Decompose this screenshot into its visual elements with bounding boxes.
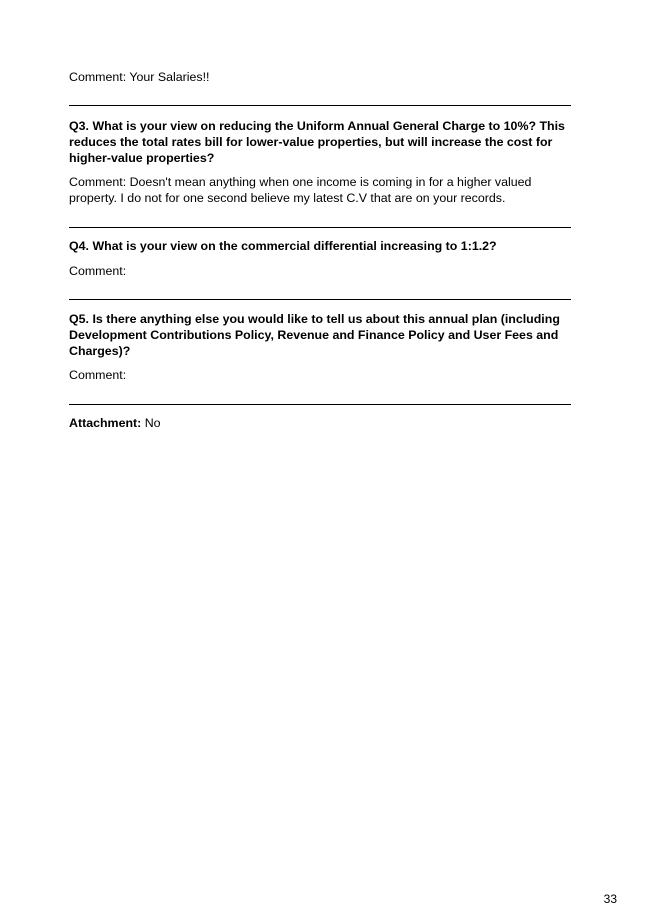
page-number: 33 xyxy=(603,892,617,906)
page-content xyxy=(69,69,571,431)
question-5-label: Q5. xyxy=(69,312,89,326)
question-5 xyxy=(69,311,571,359)
previous-comment: Comment: Your Salaries!! xyxy=(69,70,210,84)
question-5-comment: Comment: xyxy=(69,368,127,382)
question-3-comment: Comment: Doesn't mean anything when one income is coming in for a higher valued property. I do not for one second believe my latest C.V that are on your records. xyxy=(69,175,532,205)
attachment-line xyxy=(69,415,571,431)
question-4 xyxy=(69,238,571,254)
question-4-comment: Comment: xyxy=(69,264,127,278)
question-4-label: Q4. xyxy=(69,239,89,253)
question-3-text: What is your view on reducing the Uniform Annual General Charge to 10%? This reduces the total rates bill for lower-value properties, but will increase the cost for higher-value properties? xyxy=(69,119,565,165)
question-3-label: Q3. xyxy=(69,119,89,133)
divider-1 xyxy=(69,105,571,106)
divider-4 xyxy=(69,404,571,405)
divider-2 xyxy=(69,227,571,228)
attachment-value: No xyxy=(144,416,161,430)
question-3 xyxy=(69,118,571,166)
question-4-text: What is your view on the commercial differential increasing to 1:1.2? xyxy=(92,239,497,253)
divider-3 xyxy=(69,299,571,300)
question-5-text: Is there anything else you would like to tell us about this annual plan (including Development Contributions Policy, Revenue and Finance Policy and User Fees and Charges)? xyxy=(69,312,560,358)
attachment-label: Attachment: xyxy=(69,416,142,430)
